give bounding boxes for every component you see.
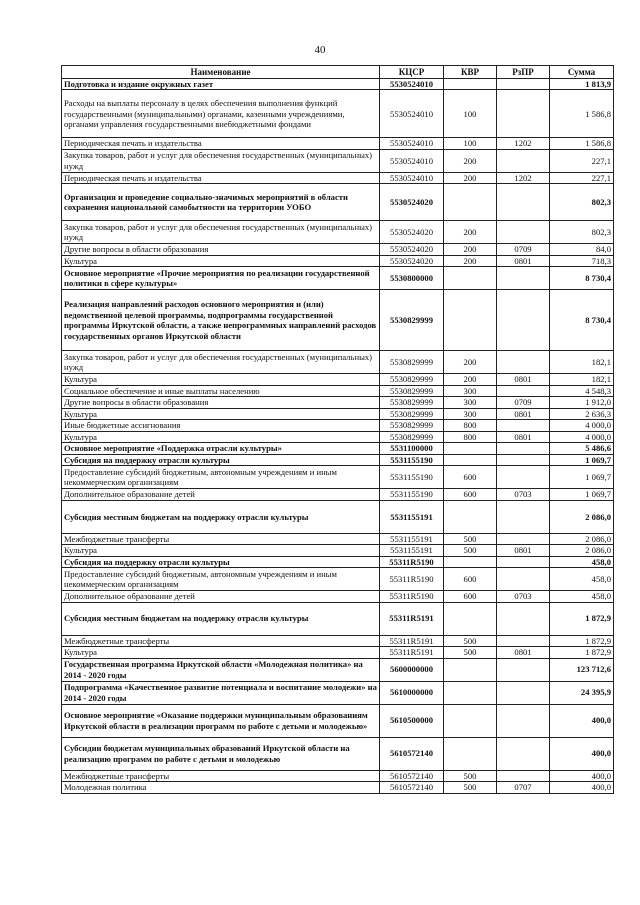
cell-code: 5600000000 [380, 658, 444, 681]
table-row [62, 255, 614, 266]
table-row [62, 149, 614, 172]
cell-code: 5530800000 [380, 267, 444, 290]
cell-kvr: 300 [444, 397, 497, 408]
cell-kvr: 500 [444, 647, 497, 658]
cell-rzpr [497, 420, 550, 431]
cell-name: Основное мероприятие «Прочие мероприятия по реализации государственной политики в сфере культуры» [62, 267, 380, 290]
cell-code: 5530524010 [380, 79, 444, 90]
cell-code: 5530829999 [380, 385, 444, 396]
cell-name: Организация и проведение социально-значимых мероприятий в области сохранения национальной самобытности на территории УОБО [62, 184, 380, 221]
table-row [62, 385, 614, 396]
cell-rzpr [497, 90, 550, 138]
cell-sum: 802,3 [550, 221, 614, 244]
cell-kvr [444, 184, 497, 221]
cell-kvr [444, 556, 497, 567]
cell-code: 55311R5191 [380, 602, 444, 635]
cell-kvr [444, 267, 497, 290]
table-header-row [62, 66, 614, 79]
cell-kvr: 200 [444, 351, 497, 374]
cell-code: 55311R5191 [380, 635, 444, 646]
cell-code: 5530829999 [380, 420, 444, 431]
cell-code: 5531155190 [380, 454, 444, 465]
cell-kvr [444, 500, 497, 533]
cell-rzpr [497, 184, 550, 221]
table-row [62, 443, 614, 454]
cell-rzpr [497, 267, 550, 290]
cell-sum: 2 086,0 [550, 500, 614, 533]
cell-rzpr: 1202 [497, 172, 550, 183]
cell-kvr [444, 737, 497, 770]
cell-rzpr [497, 635, 550, 646]
cell-name: Иные бюджетные ассигнования [62, 420, 380, 431]
budget-table [61, 65, 614, 794]
cell-sum: 8 730,4 [550, 290, 614, 351]
cell-name: Предоставление субсидий бюджетным, автономным учреждениям и иным некоммерческим организациям [62, 466, 380, 489]
cell-rzpr [497, 602, 550, 635]
cell-rzpr [497, 770, 550, 781]
table-row [62, 138, 614, 149]
cell-name: Периодическая печать и издательства [62, 138, 380, 149]
table-row [62, 602, 614, 635]
cell-kvr: 200 [444, 221, 497, 244]
cell-name: Культура [62, 408, 380, 419]
cell-sum: 458,0 [550, 568, 614, 591]
cell-code: 5530829999 [380, 374, 444, 385]
table-row [62, 658, 614, 681]
cell-name: Межбюджетные трансферты [62, 533, 380, 544]
cell-kvr: 600 [444, 489, 497, 500]
cell-name: Расходы на выплаты персоналу в целях обеспечения выполнения функций государственными (муниципальными) органами, казенными учреждениями, органами управления государственными внебюджетными фондами [62, 90, 380, 138]
cell-name: Межбюджетные трансферты [62, 770, 380, 781]
cell-name: Межбюджетные трансферты [62, 635, 380, 646]
cell-code: 55311R5191 [380, 647, 444, 658]
table-row [62, 545, 614, 556]
cell-sum: 24 395,9 [550, 681, 614, 704]
cell-name: Культура [62, 255, 380, 266]
table-row [62, 568, 614, 591]
cell-code: 5531155191 [380, 545, 444, 556]
cell-rzpr: 0801 [497, 408, 550, 419]
cell-name: Основное мероприятие «Оказание поддержки муниципальным образованиям Иркутской области в реализации программ по работе с детьми и молодежью» [62, 704, 380, 737]
cell-rzpr [497, 704, 550, 737]
cell-name: Закупка товаров, работ и услуг для обеспечения государственных (муниципальных) нужд [62, 149, 380, 172]
cell-name: Закупка товаров, работ и услуг для обеспечения государственных (муниципальных) нужд [62, 351, 380, 374]
table-row [62, 172, 614, 183]
cell-kvr: 200 [444, 255, 497, 266]
table-row [62, 681, 614, 704]
cell-code: 5530829999 [380, 290, 444, 351]
cell-code: 55311R5190 [380, 568, 444, 591]
cell-code: 5530524020 [380, 255, 444, 266]
cell-sum: 1 872,9 [550, 647, 614, 658]
cell-name: Субсидия местным бюджетам на поддержку отрасли культуры [62, 602, 380, 635]
cell-kvr [444, 443, 497, 454]
cell-code: 5531100000 [380, 443, 444, 454]
cell-sum: 227,1 [550, 149, 614, 172]
cell-rzpr [497, 556, 550, 567]
cell-kvr: 500 [444, 770, 497, 781]
cell-rzpr: 0707 [497, 782, 550, 793]
cell-code: 5610572140 [380, 737, 444, 770]
header-sum: Сумма [550, 66, 614, 79]
cell-rzpr [497, 568, 550, 591]
cell-sum: 4 000,0 [550, 431, 614, 442]
cell-rzpr: 0709 [497, 397, 550, 408]
cell-name: Молодежная политика [62, 782, 380, 793]
cell-name: Подпрограмма «Качественное развитие потенциала и воспитание молодежи» на 2014 - 2020 годы [62, 681, 380, 704]
cell-kvr: 600 [444, 568, 497, 591]
cell-name: Другие вопросы в области образования [62, 244, 380, 255]
cell-name: Культура [62, 545, 380, 556]
cell-rzpr [497, 443, 550, 454]
cell-kvr [444, 79, 497, 90]
cell-sum: 2 086,0 [550, 545, 614, 556]
cell-sum: 4 000,0 [550, 420, 614, 431]
table-row [62, 635, 614, 646]
cell-rzpr [497, 79, 550, 90]
cell-name: Закупка товаров, работ и услуг для обеспечения государственных (муниципальных) нужд [62, 221, 380, 244]
cell-kvr [444, 290, 497, 351]
cell-rzpr: 0703 [497, 591, 550, 602]
cell-kvr: 600 [444, 591, 497, 602]
cell-code: 5531155190 [380, 489, 444, 500]
cell-sum: 400,0 [550, 770, 614, 781]
cell-name: Дополнительное образование детей [62, 591, 380, 602]
table-row [62, 79, 614, 90]
cell-rzpr [497, 500, 550, 533]
cell-name: Подготовка и издание окружных газет [62, 79, 380, 90]
cell-name: Субсидия на поддержку отрасли культуры [62, 454, 380, 465]
cell-sum: 458,0 [550, 556, 614, 567]
cell-sum: 1 813,9 [550, 79, 614, 90]
cell-rzpr: 0801 [497, 255, 550, 266]
cell-name: Реализация направлений расходов основного мероприятия и (или) ведомственной целевой программы, подпрограммы государственной программы Иркутской области, а также непрограммных направлений расходов государственных органов Иркутской области [62, 290, 380, 351]
cell-kvr: 200 [444, 374, 497, 385]
cell-code: 5530829999 [380, 431, 444, 442]
cell-sum: 182,1 [550, 374, 614, 385]
cell-sum: 1 872,9 [550, 635, 614, 646]
cell-name: Субсидии бюджетам муниципальных образований Иркутской области на реализацию программ по работе с детьми и молодежью [62, 737, 380, 770]
cell-code: 5530524020 [380, 184, 444, 221]
cell-kvr: 200 [444, 149, 497, 172]
cell-sum: 123 712,6 [550, 658, 614, 681]
cell-sum: 8 730,4 [550, 267, 614, 290]
cell-kvr: 300 [444, 408, 497, 419]
cell-sum: 182,1 [550, 351, 614, 374]
cell-code: 5610572140 [380, 782, 444, 793]
cell-sum: 400,0 [550, 782, 614, 793]
cell-sum: 1 069,7 [550, 489, 614, 500]
header-name: Наименование [62, 66, 380, 79]
cell-kvr [444, 658, 497, 681]
cell-rzpr: 0709 [497, 244, 550, 255]
cell-kvr: 600 [444, 466, 497, 489]
cell-rzpr: 0703 [497, 489, 550, 500]
cell-name: Государственная программа Иркутской области «Молодежная политика» на 2014 - 2020 годы [62, 658, 380, 681]
cell-sum: 1 069,7 [550, 466, 614, 489]
cell-rzpr: 0801 [497, 647, 550, 658]
header-code: КЦСР [380, 66, 444, 79]
cell-code: 5610572140 [380, 770, 444, 781]
cell-code: 5530524020 [380, 221, 444, 244]
cell-name: Дополнительное образование детей [62, 489, 380, 500]
cell-sum: 4 548,3 [550, 385, 614, 396]
table-row [62, 420, 614, 431]
cell-name: Предоставление субсидий бюджетным, автономным учреждениям и иным некоммерческим организациям [62, 568, 380, 591]
table-row [62, 244, 614, 255]
cell-code: 5530524020 [380, 244, 444, 255]
cell-name: Другие вопросы в области образования [62, 397, 380, 408]
cell-kvr: 500 [444, 782, 497, 793]
table-row [62, 290, 614, 351]
cell-kvr: 800 [444, 431, 497, 442]
cell-sum: 1 586,8 [550, 138, 614, 149]
cell-name: Субсидия местным бюджетам на поддержку отрасли культуры [62, 500, 380, 533]
cell-name: Социальное обеспечение и иные выплаты населению [62, 385, 380, 396]
table-row [62, 647, 614, 658]
cell-code: 5530524010 [380, 149, 444, 172]
table-row [62, 770, 614, 781]
cell-rzpr: 0801 [497, 374, 550, 385]
table-row [62, 737, 614, 770]
table-row [62, 431, 614, 442]
cell-sum: 227,1 [550, 172, 614, 183]
header-kvr: КВР [444, 66, 497, 79]
cell-sum: 718,3 [550, 255, 614, 266]
cell-sum: 400,0 [550, 704, 614, 737]
table-row [62, 221, 614, 244]
page-number: 40 [314, 44, 326, 56]
table-row [62, 533, 614, 544]
cell-kvr: 500 [444, 545, 497, 556]
cell-name: Культура [62, 647, 380, 658]
cell-rzpr [497, 290, 550, 351]
cell-rzpr: 0801 [497, 545, 550, 556]
cell-sum: 458,0 [550, 591, 614, 602]
cell-kvr: 800 [444, 420, 497, 431]
cell-sum: 5 486,6 [550, 443, 614, 454]
table-row [62, 591, 614, 602]
cell-kvr: 300 [444, 385, 497, 396]
cell-rzpr [497, 533, 550, 544]
header-rzpr: РзПР [497, 66, 550, 79]
table-row [62, 267, 614, 290]
cell-kvr: 500 [444, 533, 497, 544]
cell-rzpr [497, 454, 550, 465]
cell-rzpr [497, 149, 550, 172]
cell-kvr: 100 [444, 138, 497, 149]
cell-rzpr [497, 351, 550, 374]
table-row [62, 500, 614, 533]
cell-rzpr [497, 385, 550, 396]
cell-code: 5610500000 [380, 704, 444, 737]
cell-sum: 1 069,7 [550, 454, 614, 465]
table-row [62, 466, 614, 489]
cell-name: Субсидия на поддержку отрасли культуры [62, 556, 380, 567]
cell-rzpr [497, 466, 550, 489]
cell-kvr: 500 [444, 635, 497, 646]
cell-rzpr [497, 681, 550, 704]
table-row [62, 489, 614, 500]
table-row [62, 351, 614, 374]
cell-code: 5530829999 [380, 351, 444, 374]
table-row [62, 454, 614, 465]
cell-sum: 2 636,3 [550, 408, 614, 419]
cell-code: 5530524010 [380, 138, 444, 149]
table-row [62, 408, 614, 419]
cell-sum: 2 086,0 [550, 533, 614, 544]
cell-code: 5531155191 [380, 500, 444, 533]
cell-rzpr [497, 737, 550, 770]
cell-name: Культура [62, 374, 380, 385]
cell-code: 5530524010 [380, 172, 444, 183]
cell-sum: 1 912,0 [550, 397, 614, 408]
cell-kvr: 200 [444, 244, 497, 255]
cell-rzpr [497, 658, 550, 681]
cell-kvr [444, 602, 497, 635]
table-row [62, 704, 614, 737]
cell-code: 5531155191 [380, 533, 444, 544]
table-row [62, 556, 614, 567]
table-row [62, 397, 614, 408]
cell-code: 5531155190 [380, 466, 444, 489]
cell-sum: 1 872,9 [550, 602, 614, 635]
cell-kvr: 200 [444, 172, 497, 183]
cell-name: Периодическая печать и издательства [62, 172, 380, 183]
cell-rzpr: 1202 [497, 138, 550, 149]
cell-sum: 802,3 [550, 184, 614, 221]
cell-kvr [444, 681, 497, 704]
cell-code: 5610000000 [380, 681, 444, 704]
cell-kvr [444, 704, 497, 737]
cell-kvr: 100 [444, 90, 497, 138]
cell-kvr [444, 454, 497, 465]
table-row [62, 374, 614, 385]
cell-sum: 84,0 [550, 244, 614, 255]
cell-name: Основное мероприятие «Поддержка отрасли культуры» [62, 443, 380, 454]
cell-rzpr [497, 221, 550, 244]
cell-code: 5530829999 [380, 408, 444, 419]
cell-code: 55311R5190 [380, 591, 444, 602]
table-row [62, 184, 614, 221]
cell-code: 5530829999 [380, 397, 444, 408]
cell-code: 55311R5190 [380, 556, 444, 567]
cell-code: 5530524010 [380, 90, 444, 138]
cell-sum: 1 586,8 [550, 90, 614, 138]
table-row [62, 782, 614, 793]
cell-name: Культура [62, 431, 380, 442]
cell-sum: 400,0 [550, 737, 614, 770]
table-row [62, 90, 614, 138]
cell-rzpr: 0801 [497, 431, 550, 442]
